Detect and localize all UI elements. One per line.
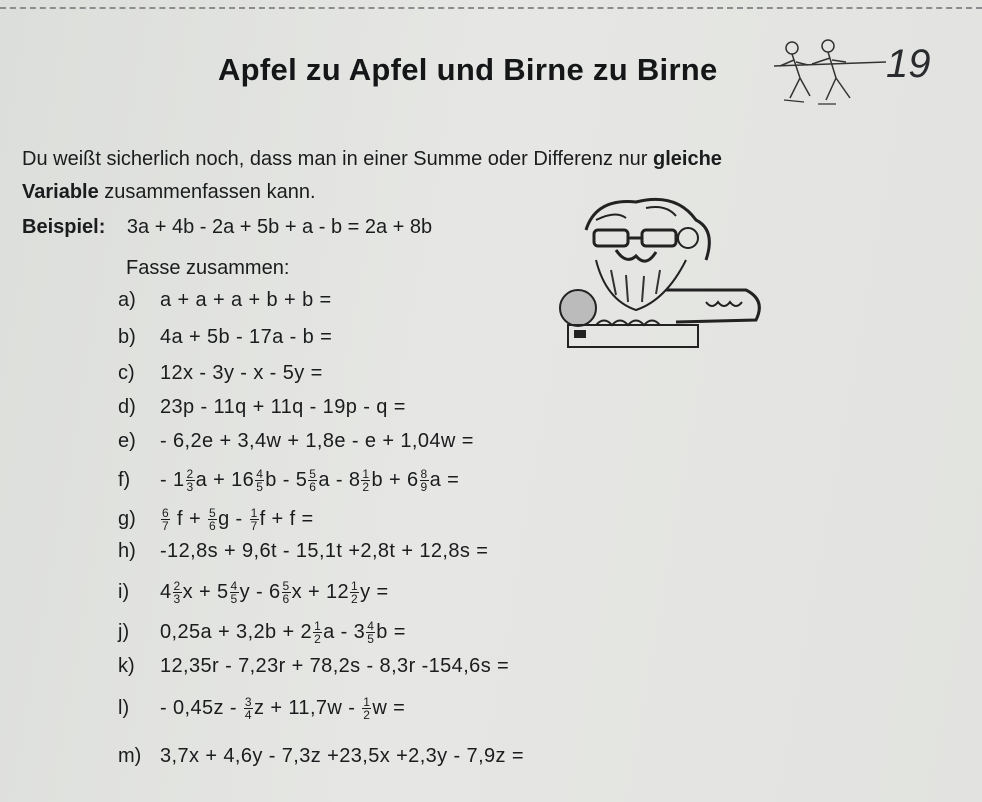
fraction	[230, 580, 239, 605]
fraction	[313, 620, 322, 645]
example-label: Beispiel:	[22, 216, 106, 238]
fraction	[308, 468, 317, 493]
exercise-letter: k)	[118, 655, 135, 677]
fraction-numerator: 1	[351, 579, 359, 593]
professor-cartoon-icon	[556, 190, 776, 360]
exercise-letter: i)	[118, 581, 130, 603]
fraction	[250, 507, 259, 532]
expression-text: x + 12	[291, 580, 350, 603]
expression-text: f + f =	[259, 507, 314, 530]
exercise-expression	[160, 620, 406, 645]
fraction	[161, 507, 170, 532]
fraction-denominator: 2	[363, 708, 371, 722]
fraction-denominator: 7	[250, 519, 258, 533]
intro-part-1: Du weißt sicherlich noch, dass man in einer Summe oder Differenz nur	[22, 148, 654, 170]
exercise-row	[118, 326, 332, 349]
fraction	[173, 580, 182, 605]
fraction-denominator: 5	[256, 480, 264, 494]
fraction-numerator: 3	[244, 695, 252, 709]
fraction	[208, 507, 217, 532]
expression-text: y - 6	[239, 580, 281, 603]
fraction-numerator: 5	[282, 579, 290, 593]
exercise-row	[118, 362, 323, 385]
exercise-expression	[160, 289, 332, 312]
exercise-expression	[160, 580, 389, 605]
expression-text: - 6,2e + 3,4w + 1,8e - e + 1,04w =	[160, 430, 474, 452]
exercise-row	[118, 655, 509, 678]
expression-text: z + 11,7w -	[254, 696, 362, 719]
exercise-row	[118, 396, 406, 419]
fraction-numerator: 6	[162, 506, 170, 520]
expression-text: 4	[160, 580, 172, 603]
expression-text: - 1	[160, 468, 185, 491]
fraction-numerator: 1	[363, 695, 371, 709]
fraction-numerator: 5	[309, 467, 317, 481]
exercise-expression	[160, 468, 459, 493]
exercise-expression	[160, 430, 474, 453]
exercise-expression	[160, 655, 509, 678]
fraction-denominator: 2	[314, 632, 322, 646]
exercise-expression	[160, 396, 406, 419]
fraction-numerator: 2	[186, 467, 194, 481]
expression-text: g -	[218, 507, 249, 530]
fraction-numerator: 4	[256, 467, 264, 481]
expression-text: y =	[360, 580, 389, 603]
exercise-letter: d)	[118, 396, 136, 418]
top-dashed-line	[0, 7, 982, 9]
exercise-letter: f)	[118, 469, 131, 491]
intro-part-2: zusammenfassen kann.	[98, 181, 316, 203]
expression-text: a - 3	[323, 620, 366, 643]
exercise-expression	[160, 507, 314, 532]
expression-text: f +	[171, 507, 207, 530]
page-number: 19	[886, 42, 931, 86]
fraction-denominator: 3	[173, 592, 181, 606]
exercise-letter: b)	[118, 326, 136, 348]
fraction-numerator: 4	[230, 579, 238, 593]
exercise-row	[118, 620, 406, 645]
expression-text: 12x - 3y - x - 5y =	[160, 362, 323, 384]
fraction	[420, 468, 429, 493]
exercise-row	[118, 745, 524, 768]
exercise-letter: h)	[118, 540, 136, 562]
fraction	[244, 696, 253, 721]
expression-text: 23p - 11q + 11q - 19p - q =	[160, 396, 406, 418]
expression-text: b + 6	[371, 468, 419, 491]
exercise-expression	[160, 362, 323, 385]
example-expression: 3a + 4b - 2a + 5b + a - b = 2a + 8b	[126, 216, 433, 238]
fraction-denominator: 6	[208, 519, 217, 533]
intro-bold-gleiche: gleiche	[653, 148, 722, 170]
fraction-denominator: 4	[244, 708, 252, 722]
exercise-row	[118, 580, 389, 605]
expression-text: a - 8	[318, 468, 361, 491]
fraction-numerator: 1	[250, 506, 258, 520]
expression-text: b - 5	[265, 468, 308, 491]
exercise-row	[118, 696, 405, 721]
exercise-letter: l)	[118, 697, 130, 719]
fraction-numerator: 2	[173, 579, 181, 593]
exercise-letter: c)	[118, 362, 135, 384]
fraction-numerator: 8	[420, 467, 428, 481]
fraction-denominator: 5	[230, 592, 238, 606]
fraction-numerator: 4	[367, 619, 375, 633]
intro-bold-variable: Variable	[22, 181, 99, 203]
expression-text: a + 16	[195, 468, 255, 491]
exercise-letter: a)	[118, 289, 136, 311]
fraction-denominator: 6	[282, 592, 290, 606]
exercise-letter: g)	[118, 508, 136, 530]
exercise-letter: m)	[118, 745, 142, 767]
expression-text: 12,35r - 7,23r + 78,2s - 8,3r -154,6s =	[160, 655, 510, 677]
fraction	[362, 696, 371, 721]
exercise-row	[118, 468, 459, 493]
fraction	[186, 468, 195, 493]
task-heading: Fasse zusammen:	[126, 257, 290, 279]
expression-text: b =	[376, 620, 406, 643]
exercise-letter: e)	[118, 430, 136, 452]
exercise-expression	[160, 540, 488, 563]
fraction-denominator: 9	[420, 480, 428, 494]
exercise-expression	[160, 696, 405, 721]
fraction-denominator: 3	[186, 480, 194, 494]
fraction-numerator: 1	[362, 467, 370, 481]
fraction-numerator: 5	[208, 506, 217, 520]
expression-text: - 0,45z -	[160, 696, 243, 719]
fraction	[366, 620, 375, 645]
fraction	[361, 468, 370, 493]
expression-text: a + a + a + b + b =	[160, 289, 332, 311]
exercise-row	[118, 540, 488, 563]
expression-text: 3,7x + 4,6y - 7,3z +23,5x +2,3y - 7,9z =	[160, 745, 524, 767]
fraction-denominator: 7	[162, 519, 170, 533]
example-line	[22, 216, 432, 239]
expression-text: 0,25a + 3,2b + 2	[160, 620, 313, 643]
tug-of-war-icon	[770, 38, 890, 108]
fraction	[282, 580, 291, 605]
fraction-numerator: 1	[314, 619, 322, 633]
exercise-row	[118, 289, 332, 312]
exercise-letter: j)	[118, 621, 130, 643]
fraction-denominator: 6	[309, 480, 317, 494]
expression-text: -12,8s + 9,6t - 15,1t +2,8t + 12,8s =	[160, 540, 489, 562]
expression-text: x + 5	[182, 580, 229, 603]
expression-text: a =	[429, 468, 460, 491]
fraction	[255, 468, 264, 493]
exercise-row	[118, 430, 474, 453]
exercise-row	[118, 507, 314, 532]
fraction-denominator: 2	[351, 592, 359, 606]
exercise-expression	[160, 745, 524, 768]
exercise-expression	[160, 326, 332, 349]
expression-text: 4a + 5b - 17a - b =	[160, 326, 333, 348]
page-title: Apfel zu Apfel und Birne zu Birne	[218, 52, 718, 87]
expression-text: w =	[372, 696, 406, 719]
fraction-denominator: 2	[362, 480, 370, 494]
fraction	[350, 580, 359, 605]
fraction-denominator: 5	[367, 632, 375, 646]
